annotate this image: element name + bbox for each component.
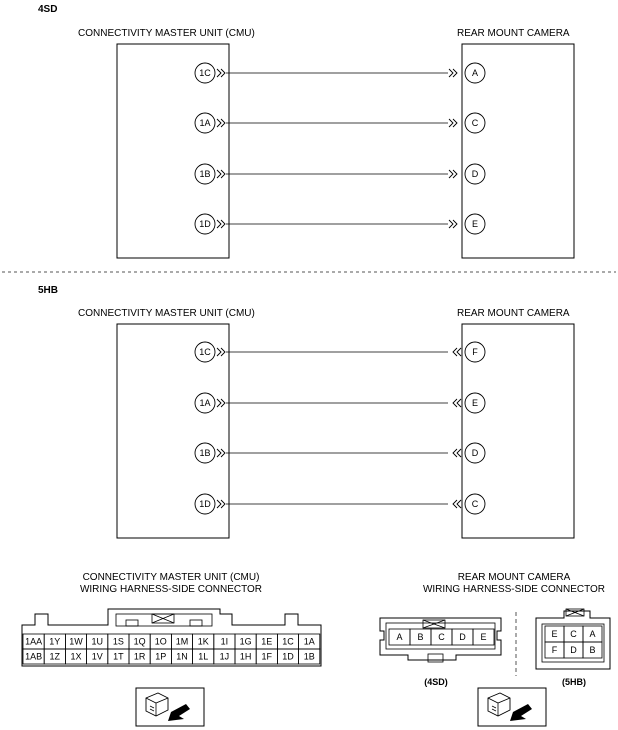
connector-cell-label: 1V [91,651,103,662]
connector-cell-label: B [417,632,424,642]
connector-cell-label: D [570,645,577,655]
connector-chevron [449,119,453,127]
camera-connector-5hb [536,609,610,687]
section-5hb [38,285,574,538]
left-pin-label: 1A [199,398,211,408]
wires-4sd [195,63,485,234]
connector-cell-label: D [459,632,466,642]
connector-cell-label: 1L [198,651,209,662]
camera-connector-title-line1: REAR MOUNT CAMERA [457,572,571,583]
connector-chevron [457,399,461,407]
left-pin-label: 1D [199,219,211,229]
connector-cell-label: 1R [133,651,146,662]
connector-chevron [217,119,221,127]
view-direction-icon [136,688,204,726]
connector-chevron [449,170,453,178]
sd-connector-cells [389,629,494,645]
view-direction-icon [478,688,546,726]
cmu-connector-title-line1: CONNECTIVITY MASTER UNIT (CMU) [82,572,260,583]
right-pin-label: E [471,398,479,408]
connector-cell-label: 1AB [25,651,43,662]
connector-cell-label: 1S [112,636,124,647]
right-pin-label: C [471,118,479,128]
hb-connector-body [536,611,610,669]
connector-chevron [217,69,221,77]
right-pin-label: E [471,219,479,229]
left-pin-label: 1C [199,68,211,78]
left-pin-label: 1B [199,169,211,179]
wire-row [195,393,485,413]
wire-row [195,494,485,514]
connector-cell-label: 1F [261,651,273,662]
camera-label: REAR MOUNT CAMERA [457,308,570,319]
connector-cell-label: C [438,632,445,642]
wire-row [195,443,485,463]
connector-cell-label: 1P [155,651,167,662]
right-pin-label: D [471,169,479,179]
cmu-label: CONNECTIVITY MASTER UNIT (CMU) [78,28,255,39]
connector-cell-label: 1E [261,636,273,647]
right-pin-label: F [472,347,478,357]
connector-chevron [217,348,221,356]
cmu-connector-title-line2: WIRING HARNESS-SIDE CONNECTOR [79,584,263,595]
connector-cell-label: 1Z [49,651,61,662]
connector-cell-label: 1Y [49,636,61,647]
hb-connector-cells [545,626,602,658]
connector-chevron [217,449,221,457]
connector-chevron [457,500,461,508]
connector-cell-label: 1M [175,636,189,647]
right-pin-label: D [471,448,479,458]
section-title: 4SD [38,4,58,15]
cmu-connector-cells [23,634,320,664]
section-title: 5HB [38,285,59,296]
wire-row [195,113,485,133]
connector-chevron [449,220,453,228]
connector-cell-label: 1Q [133,636,146,647]
right-pin-label: C [471,499,479,509]
connector-chevron [217,399,221,407]
connector-cell-label: 1J [219,651,230,662]
left-pin-label: 1D [199,499,211,509]
left-pin-label: 1B [199,448,211,458]
connector-cell-label: 1H [239,651,252,662]
wire-row [195,164,485,184]
wire-row [195,342,485,362]
connector-cell-label: 1K [197,636,209,647]
connector-cell-label: A [589,629,596,639]
connector-chevron [217,170,221,178]
connector-chevron [457,449,461,457]
wire-row [195,214,485,234]
connector-cell-label: 1O [154,636,167,647]
wire-row [195,63,485,83]
connector-cell-label: B [589,645,596,655]
connector-cell-label: F [551,645,558,655]
sd-caption: (4SD) [424,677,448,687]
connector-chevron [449,69,453,77]
hb-caption: (5HB) [562,677,586,687]
connector-cell-label: 1X [70,651,82,662]
connector-cell-label: E [551,629,558,639]
connector-cell-label: 1N [176,651,188,662]
connector-cell-label: 1I [220,636,229,647]
connector-cell-label: 1W [69,636,83,647]
connector-cell-label: 1B [303,651,315,662]
connector-chevron [217,220,221,228]
camera-connector-4sd [380,618,501,687]
section-4sd [38,4,574,258]
connector-chevron [457,348,461,356]
connector-cell-label: 1C [282,636,294,647]
camera-label: REAR MOUNT CAMERA [457,28,570,39]
left-pin-label: 1C [199,347,211,357]
connector-cell-label: 1U [91,636,103,647]
camera-connector-view [380,572,610,726]
connector-cell-label: 1T [113,651,124,662]
connector-cell-label: A [396,632,403,642]
connector-cell-label: C [570,629,577,639]
connector-cell-label: 1AA [25,636,43,647]
connector-cell-label: 1A [303,636,315,647]
connector-cell-label: E [480,632,487,642]
cmu-label: CONNECTIVITY MASTER UNIT (CMU) [78,308,255,319]
connector-cell-label: 1D [282,651,294,662]
connector-chevron [217,500,221,508]
connector-cell-label: 1G [239,636,252,647]
right-pin-label: A [471,68,479,78]
cmu-connector-view [22,572,321,726]
left-pin-label: 1A [199,118,211,128]
wires-5hb [195,342,485,514]
camera-connector-title-line2: WIRING HARNESS-SIDE CONNECTOR [422,584,606,595]
